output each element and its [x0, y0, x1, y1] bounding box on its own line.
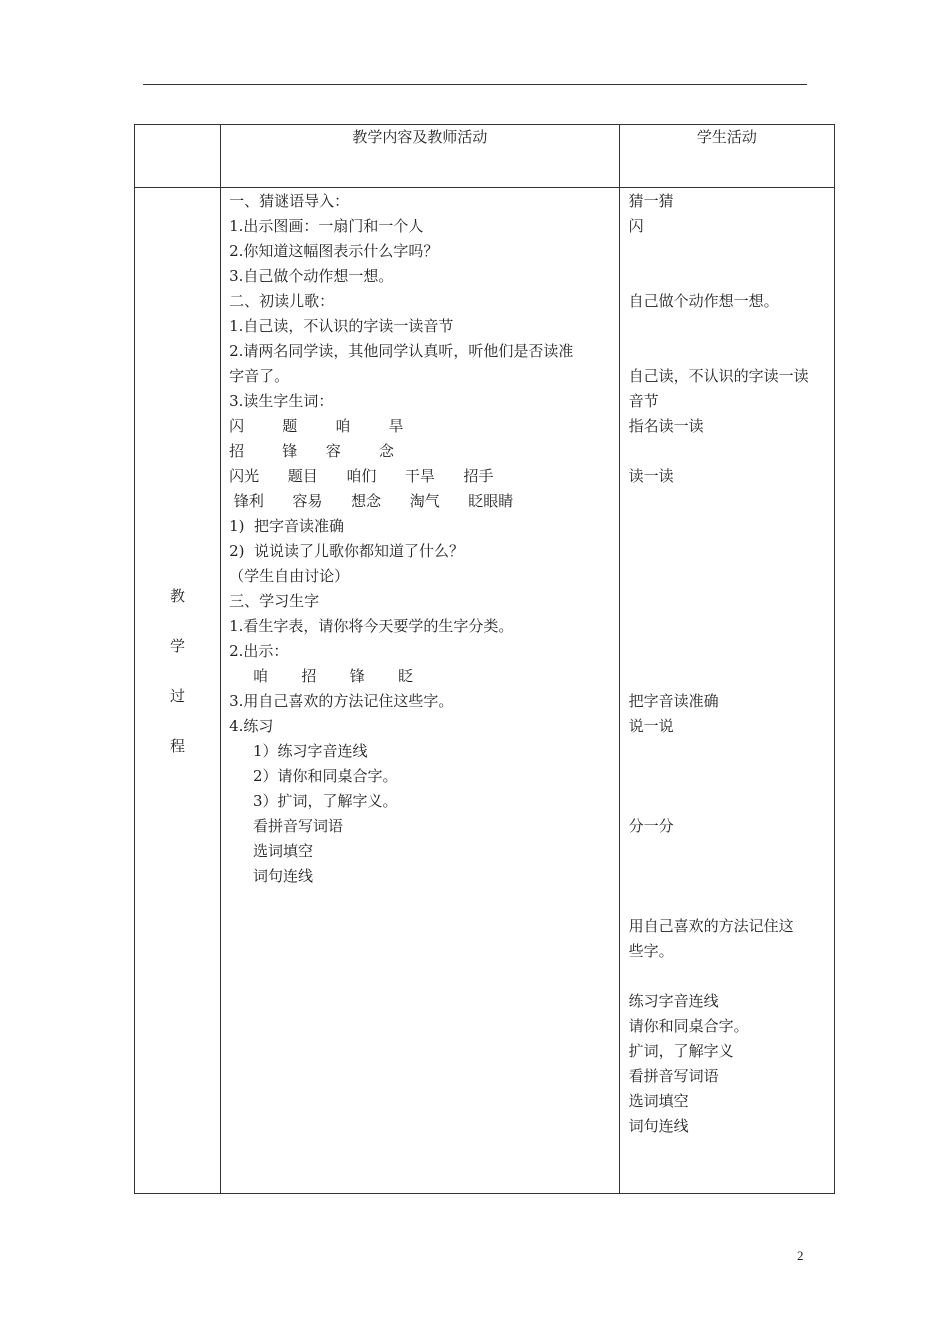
student-line: 自己做个动作想一想。 — [628, 292, 779, 310]
lesson-plan-table — [134, 124, 835, 1194]
student-line: 练习字音连线 — [628, 992, 719, 1010]
row-label-char: 教 — [170, 586, 186, 605]
teacher-line: 2.请两名同学读，其他同学认真听，听他们是否读准 — [229, 342, 574, 360]
header-blank-cell — [135, 125, 221, 188]
teacher-line: 一、猜谜语导入： — [229, 192, 350, 210]
teacher-line: 2）请你和同桌合字。 — [229, 767, 398, 785]
teacher-line: 3.读生字生词： — [229, 392, 334, 410]
student-spacer — [629, 239, 828, 264]
teacher-line: 词句连线 — [229, 867, 313, 885]
student-spacer — [629, 964, 828, 989]
teaching-process-row — [135, 188, 835, 1194]
teacher-line: 看拼音写词语 — [229, 817, 343, 835]
header-student-activity: 学生活动 — [619, 125, 834, 188]
teacher-line: 选词填空 — [229, 842, 313, 860]
student-spacer — [629, 314, 828, 339]
student-line: 音节 — [628, 392, 659, 410]
student-line: 扩词，了解字义 — [628, 1042, 734, 1060]
teacher-line: 3.用自己喜欢的方法记住这些字。 — [229, 692, 454, 710]
row-label-cell — [135, 188, 221, 1194]
teacher-line: 咱 招 锋 眨 — [229, 667, 414, 685]
student-line: 闪 — [628, 217, 644, 235]
student-line: 用自己喜欢的方法记住这 — [628, 917, 794, 935]
student-spacer — [629, 339, 828, 364]
student-line: 猜一猜 — [628, 192, 674, 210]
student-line: 读一读 — [628, 467, 674, 485]
header-teacher-activity: 教学内容及教师活动 — [221, 125, 620, 188]
student-line: 分一分 — [628, 817, 674, 835]
teacher-line: 4.练习 — [229, 717, 274, 735]
teacher-line: 锋利 容易 想念 淘气 眨眼睛 — [229, 492, 514, 510]
student-spacer — [629, 864, 828, 889]
teacher-line: 字音了。 — [229, 367, 290, 385]
student-spacer — [629, 439, 828, 464]
teacher-line: 二、初读儿歌： — [229, 292, 335, 310]
student-spacer — [629, 789, 828, 814]
student-spacer — [629, 564, 828, 589]
table-header-row — [135, 125, 835, 188]
row-label-teaching-process — [170, 571, 185, 771]
row-label-char: 程 — [170, 736, 186, 755]
student-spacer — [629, 589, 828, 614]
teacher-line: 1.出示图画：一扇门和一个人 — [229, 217, 424, 235]
header-rule — [143, 84, 807, 85]
student-line: 指名读一读 — [628, 417, 704, 435]
student-line: 词句连线 — [628, 1117, 689, 1135]
student-activity-cell — [619, 188, 834, 1194]
student-line: 些字。 — [628, 942, 674, 960]
student-line: 请你和同桌合字。 — [628, 1017, 749, 1035]
teacher-line: 1.看生字表，请你将今天要学的生字分类。 — [229, 617, 514, 635]
student-line: 自己读，不认识的字读一读 — [628, 367, 809, 385]
teacher-line: 2.你知道这幅图表示什么字吗？ — [229, 242, 439, 260]
teacher-line: 招 锋 容 念 — [229, 442, 395, 460]
student-spacer — [629, 614, 828, 639]
teacher-line: 2) 说说读了儿歌你都知道了什么？ — [229, 542, 465, 560]
student-spacer — [629, 839, 828, 864]
teacher-activity-cell — [221, 188, 620, 1194]
teacher-line: （学生自由讨论） — [229, 567, 350, 585]
student-spacer — [629, 539, 828, 564]
teacher-line: 3）扩词，了解字义。 — [229, 792, 398, 810]
student-spacer — [629, 514, 828, 539]
teacher-line: 闪 题 咱 旱 — [229, 417, 404, 435]
student-spacer — [629, 264, 828, 289]
page-number: 2 — [797, 1248, 804, 1263]
student-line: 把字音读准确 — [628, 692, 719, 710]
teacher-line: 1.自己读，不认识的字读一读音节 — [229, 317, 454, 335]
student-line: 选词填空 — [628, 1092, 689, 1110]
student-spacer — [629, 664, 828, 689]
student-line: 说一说 — [628, 717, 674, 735]
student-spacer — [629, 764, 828, 789]
student-activity-lines — [629, 189, 828, 1139]
student-spacer — [629, 489, 828, 514]
row-label-char: 过 — [170, 686, 186, 705]
teacher-line: 3.自己做个动作想一想。 — [229, 267, 394, 285]
student-spacer — [629, 739, 828, 764]
teacher-line: 三、学习生字 — [229, 592, 320, 610]
teacher-line: 2.出示： — [229, 642, 289, 660]
teacher-line: 闪光 题目 咱们 干旱 招手 — [229, 467, 494, 485]
student-spacer — [629, 889, 828, 914]
teacher-line: 1）练习字音连线 — [229, 742, 368, 760]
student-spacer — [629, 639, 828, 664]
row-label-char: 学 — [170, 636, 186, 655]
student-line: 看拼音写词语 — [628, 1067, 719, 1085]
teacher-line: 1) 把字音读准确 — [229, 517, 345, 535]
